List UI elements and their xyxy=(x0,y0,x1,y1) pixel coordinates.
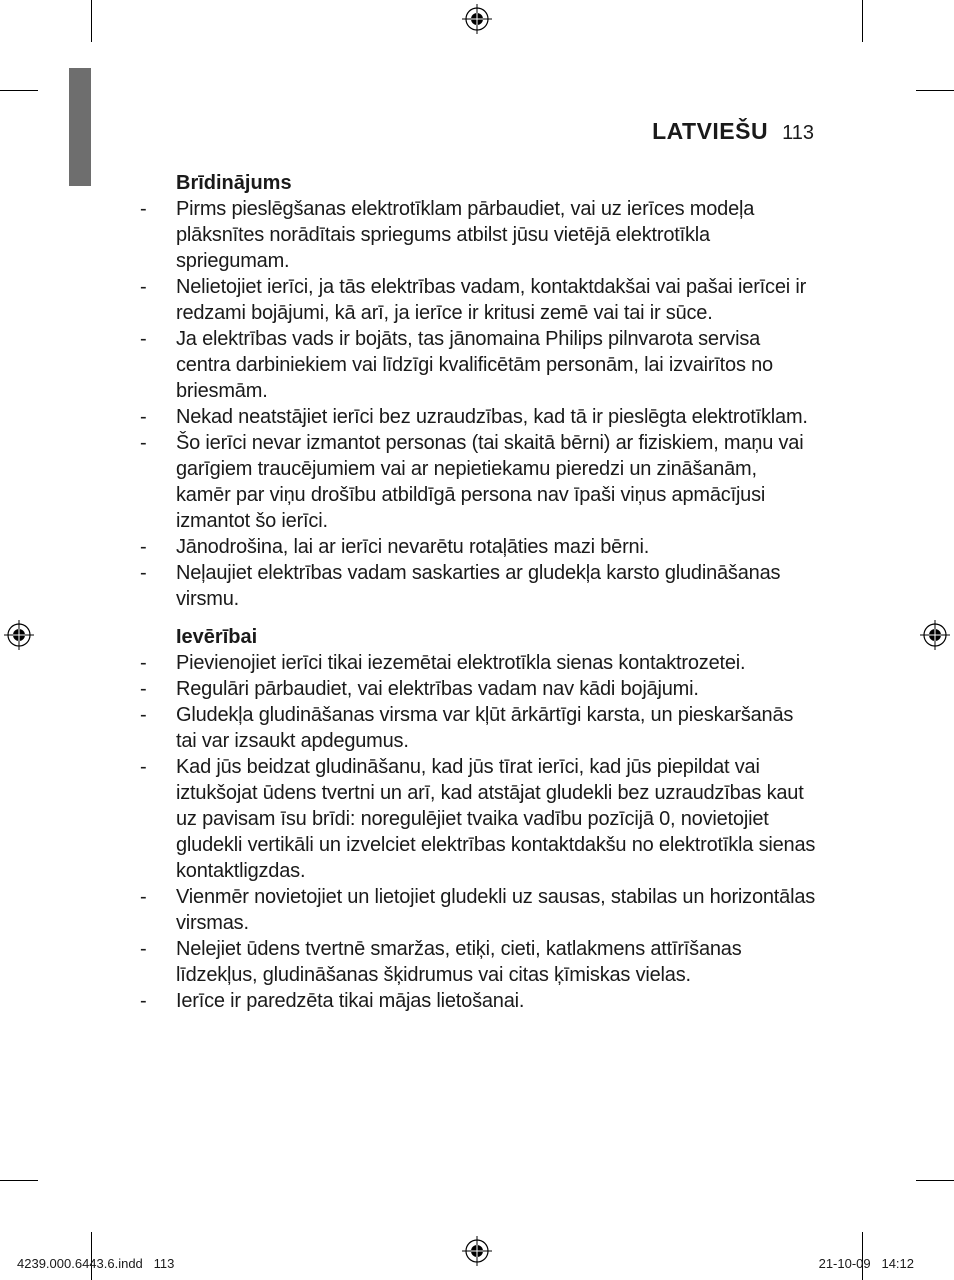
page-number: 113 xyxy=(782,122,814,144)
list-item-text: Gludekļa gludināšanas virsma var kļūt ārkārtīgi karsta, un pieskaršanās tai var izsaukt apdegumus. xyxy=(176,704,794,752)
crop-mark xyxy=(0,1180,38,1181)
list-item-text: Nelejiet ūdens tvertnē smaržas, etiķi, cieti, katlakmens attīrīšanas līdzekļus, gludināšanas šķidrumus vai citas ķīmiskas vielas. xyxy=(176,938,742,986)
section-title: Brīdinājums xyxy=(176,172,292,194)
list-item xyxy=(140,884,816,936)
bullet-dash: - xyxy=(140,432,147,454)
bullet-dash: - xyxy=(140,536,147,558)
footer-datetime: 21-10-09 14:12 xyxy=(818,1256,914,1271)
list-item-text: Neļaujiet elektrības vadam saskarties ar gludekļa karsto gludināšanas virsmu. xyxy=(176,562,781,610)
list-item xyxy=(140,326,816,404)
section-title: Ievērībai xyxy=(176,626,258,648)
section-warning xyxy=(0,170,954,612)
bullet-dash: - xyxy=(140,886,147,908)
bullet-dash: - xyxy=(140,990,147,1012)
list-item xyxy=(140,754,816,884)
section-caution xyxy=(0,624,954,1014)
list-item-text: Nelietojiet ierīci, ja tās elektrības vadam, kontaktdakšai vai pašai ierīcei ir redzami bojājumi, kā arī, ja ierīce ir kritusi zemē vai tai ir sūce. xyxy=(176,276,807,324)
list-item xyxy=(140,676,816,702)
footer-file-info: 4239.000.6443.6.indd 113 xyxy=(17,1256,175,1271)
list-item xyxy=(140,274,816,326)
page-header xyxy=(652,118,814,145)
bullet-dash: - xyxy=(140,328,147,350)
list-item-text: Pirms pieslēgšanas elektrotīklam pārbaudiet, vai uz ierīces modeļa plāksnītes norādītais spriegums atbilst jūsu vietējā elektrotīkla spriegumam. xyxy=(176,198,755,272)
crop-mark xyxy=(916,90,954,91)
caution-list xyxy=(0,650,954,1014)
list-item xyxy=(140,702,816,754)
list-item-text: Ja elektrības vads ir bojāts, tas jānomaina Philips pilnvarota servisa centra darbiniekiem vai līdzīgi kvalificētām personām, lai izvairītos no briesmām. xyxy=(176,328,773,402)
language-title: LATVIEŠU xyxy=(652,118,769,144)
list-item xyxy=(140,560,816,612)
bullet-dash: - xyxy=(140,678,147,700)
bullet-dash: - xyxy=(140,276,147,298)
list-item-text: Vienmēr novietojiet un lietojiet gludekli uz sausas, stabilas un horizontālas virsmas. xyxy=(176,886,816,934)
bullet-dash: - xyxy=(140,198,147,220)
bullet-dash: - xyxy=(140,406,147,428)
crop-mark xyxy=(0,90,38,91)
crop-mark xyxy=(862,0,863,42)
list-item-text: Regulāri pārbaudiet, vai elektrības vadam nav kādi bojājumi. xyxy=(176,678,699,700)
bullet-dash: - xyxy=(140,704,147,726)
bullet-dash: - xyxy=(140,652,147,674)
crop-mark xyxy=(916,1180,954,1181)
side-tab-marker xyxy=(69,68,91,186)
list-item xyxy=(140,650,816,676)
list-item-text: Jānodrošina, lai ar ierīci nevarētu rotaļāties mazi bērni. xyxy=(176,536,650,558)
list-item xyxy=(140,936,816,988)
warning-list xyxy=(0,196,954,612)
list-item xyxy=(140,430,816,534)
list-item-text: Pievienojiet ierīci tikai iezemētai elektrotīkla sienas kontaktrozetei. xyxy=(176,652,746,674)
registration-mark-icon xyxy=(462,1236,492,1266)
crop-mark xyxy=(91,0,92,42)
page-content xyxy=(0,170,954,1014)
list-item xyxy=(140,534,816,560)
list-item xyxy=(140,196,816,274)
bullet-dash: - xyxy=(140,938,147,960)
list-item-text: Šo ierīci nevar izmantot personas (tai skaitā bērni) ar fiziskiem, maņu vai garīgiem traucējumiem vai ar nepietiekamu pieredzi un zināšanām, kamēr par viņu drošību atbildīgā persona nav īpaši viņus apmācījusi izmantot šo ierīci. xyxy=(176,432,804,532)
list-item-text: Nekad neatstājiet ierīci bez uzraudzības, kad tā ir pieslēgta elektrotīklam. xyxy=(176,406,808,428)
registration-mark-icon xyxy=(462,4,492,34)
list-item xyxy=(140,988,816,1014)
list-item-text: Kad jūs beidzat gludināšanu, kad jūs tīrat ierīci, kad jūs piepildat vai iztukšojat ūdens tvertni un arī, kad atstājat gludekli bez uzraudzības kaut uz pavisam īsu brīdi: noregulējiet tvaika vadību pozīcijā 0, novietojiet gludekli vertikāli un izvelciet elektrības kontaktdakšu no elektrotīkla sienas kontaktligzdas. xyxy=(176,756,816,882)
list-item-text: Ierīce ir paredzēta tikai mājas lietošanai. xyxy=(176,990,525,1012)
bullet-dash: - xyxy=(140,562,147,584)
list-item xyxy=(140,404,816,430)
bullet-dash: - xyxy=(140,756,147,778)
